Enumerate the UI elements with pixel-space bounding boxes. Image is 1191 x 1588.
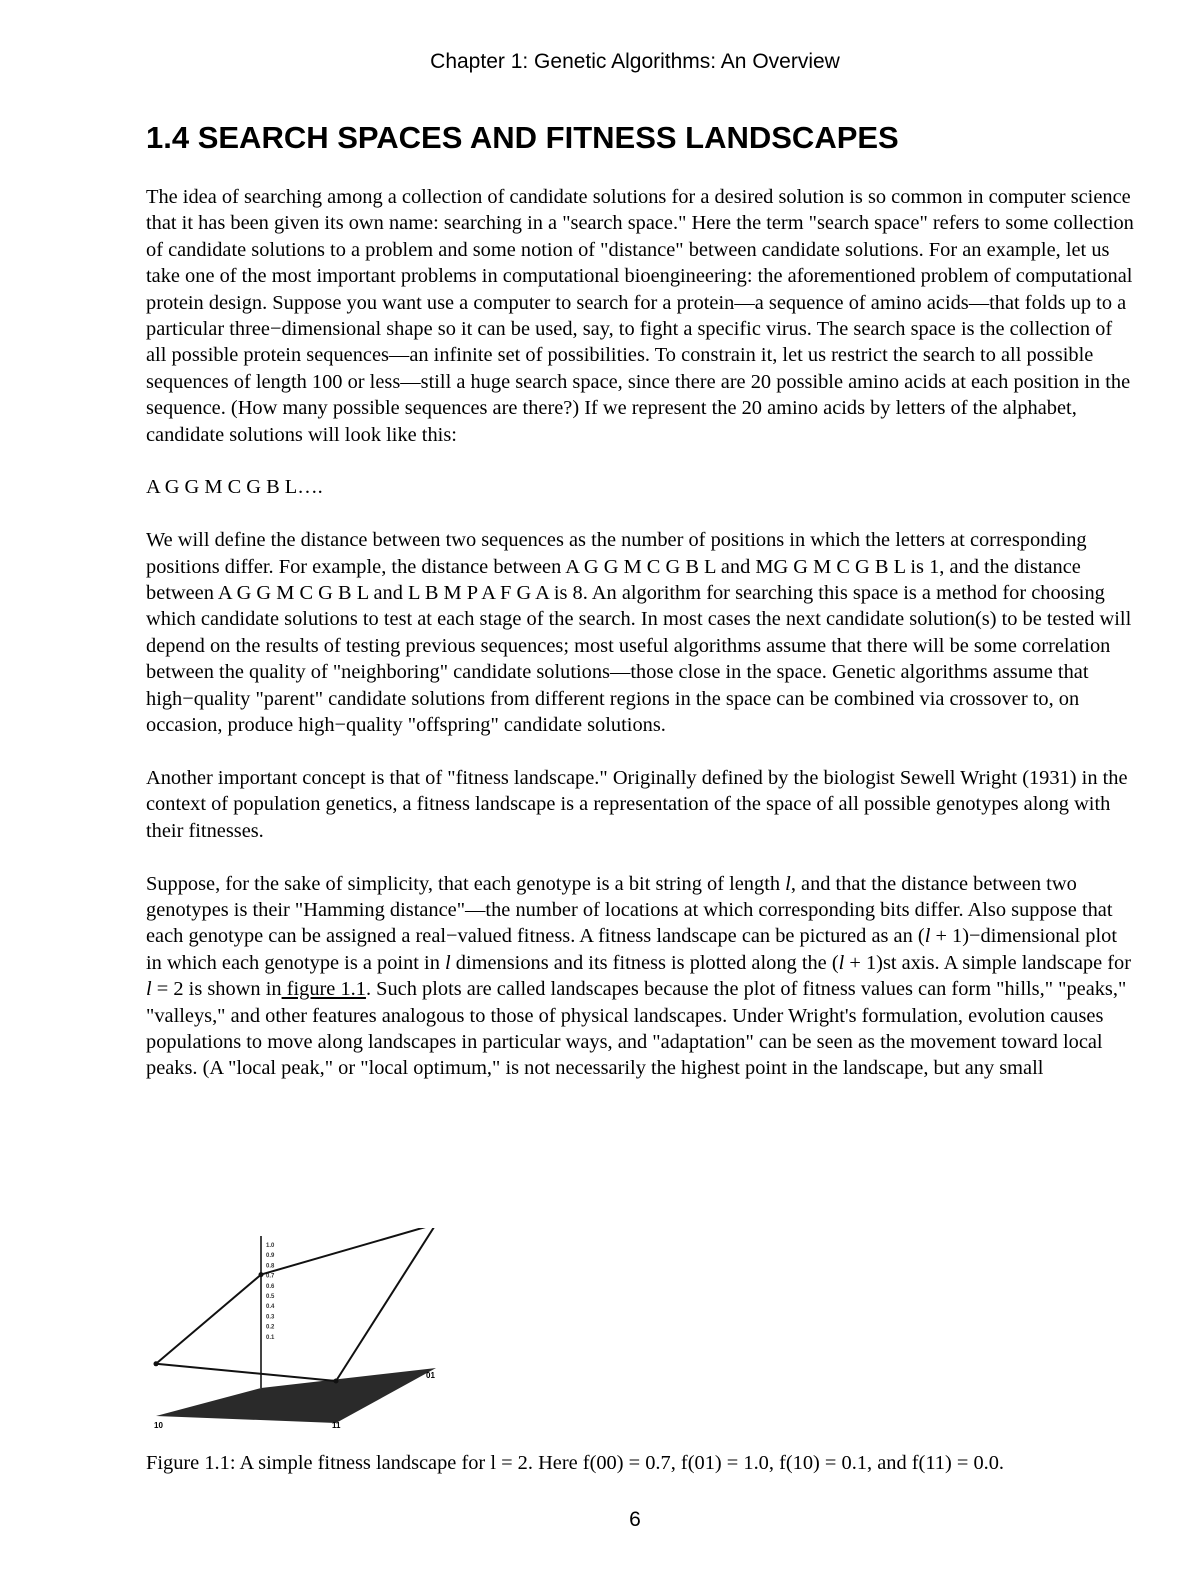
corner-label-10: 10 — [154, 1421, 163, 1428]
text-segment: dimensions and its fitness is plotted along the ( — [450, 951, 839, 974]
text-segment: Suppose, for the sake of simplicity, that each genotype is a bit string of length — [146, 872, 786, 895]
section-title: 1.4 SEARCH SPACES AND FITNESS LANDSCAPES — [146, 120, 899, 155]
text-segment: . Such plots are called landscapes because the plot of fitness values can form "hills," "peaks," "valleys," and other features analogous to those of physical landscapes. Under Wright's formulation, evolution causes populations to move along landscapes in particular ways, and "adaptation" can be seen as the movement toward local peaks. (A "local peak," or "local optimum," is not necessarily the highest point in the landscape, but any small — [146, 978, 1127, 1080]
text-segment: + 1)−dimensional plot in which each genotype is a point in — [146, 925, 1118, 974]
text-segment: + 1)st axis. A simple landscape for — [844, 951, 1132, 974]
variable-l: l — [924, 925, 931, 948]
page-number: 6 — [629, 1508, 641, 1531]
paragraph-1: The idea of searching among a collection of candidate solutions for a desired solution is so common in computer science that it has been given its own name: searching in a "search space." Here the term "search space" refers to some collection of candidate solutions to a problem and some notion of "distance" between candidate solutions. For an example, let us take one of the most important problems in computational bioengineering: the aforementioned problem of computational protein design. Suppose you want use a computer to search for a protein—a sequence of amino acids—that folds up to a particular three−dimensional shape so it can be used, say, to fight a specific virus. The search space is the collection of all possible protein sequences—an infinite set of possibilities. To constrain it, let us restrict the search to all possible sequences of length 100 or less—still a huge search space, since there are 20 possible amino acids at each position in the sequence. (How many possible sequences are there?) If we represent the 20 amino acids by letters of the alphabet, candidate solutions will look like this: — [146, 186, 1134, 446]
figure-link[interactable]: figure 1.1 — [281, 978, 366, 1001]
fitness-landscape-plot — [146, 1228, 466, 1428]
text-segment: , and that the distance between two genotypes is their "Hamming distance"—the number of locations at which corresponding bits differ. Also suppose that each genotype can be assigned a real−valued fitness. A fitness landscape can be pictured as an ( — [146, 872, 1113, 948]
variable-l: l — [146, 978, 152, 1001]
variable-l: l — [785, 872, 791, 895]
axis-tick-label: 0.8 — [266, 1263, 275, 1270]
axis-tick-label: 0.7 — [266, 1273, 275, 1280]
axis-tick-label: 0.3 — [266, 1314, 275, 1321]
variable-l: l — [838, 951, 845, 974]
paragraph-4: Another important concept is that of "fitness landscape." Originally defined by the biologist Sewell Wright (1931) in the context of population genetics, a fitness landscape is a representation of the space of all possible genotypes along with their fitnesses. — [146, 766, 1128, 842]
fitness-landscape-figure — [146, 1228, 466, 1428]
landscape-edge — [261, 1228, 436, 1275]
landscape-point-00 — [259, 1272, 264, 1277]
corner-label-11: 11 — [332, 1421, 341, 1428]
paragraph-3: We will define the distance between two sequences as the number of positions in which the letters at corresponding positions differ. For example, the distance between A G G M C G B L and MG G M C G B L is 1, and the distance between A G G M C G B L and L B M P A F G A is 8. An algorithm for searching this space is a method for choosing which candidate solutions to test at each stage of the search. In most cases the next candidate solution(s) to be tested will depend on the results of testing previous sequences; most useful algorithms assume that there will be some correlation between the quality of "neighboring" candidate solutions—those close in the space. Genetic algorithms assume that high−quality "parent" candidate solutions from different regions in the space can be combined via crossover to, on occasion, produce high−quality "offspring" candidate solutions. — [146, 529, 1132, 737]
landscape-edge — [156, 1275, 261, 1364]
variable-l: l — [445, 951, 451, 974]
landscape-point-10 — [154, 1361, 159, 1366]
paragraph-5 — [146, 871, 1136, 1082]
axis-tick-label: 0.9 — [266, 1253, 275, 1260]
axis-tick-label: 0.5 — [266, 1294, 275, 1300]
landscape-point-11 — [334, 1379, 339, 1384]
axis-tick-label: 1.0 — [266, 1243, 275, 1249]
figure-caption: Figure 1.1: A simple fitness landscape for l = 2. Here f(00) = 0.7, f(01) = 1.0, f(10) = 0.1, and f(11) = 0.0. — [146, 1452, 1005, 1474]
corner-label-01: 01 — [426, 1371, 435, 1380]
axis-tick-label: 0.6 — [266, 1283, 275, 1290]
text-segment: = 2 is shown in — [151, 978, 282, 1001]
running-header: Chapter 1: Genetic Algorithms: An Overview — [430, 50, 840, 73]
landscape-edge — [336, 1228, 436, 1381]
axis-tick-label: 0.2 — [266, 1324, 275, 1331]
axis-tick-label: 0.4 — [266, 1304, 275, 1311]
landscape-edge — [156, 1364, 336, 1381]
axis-tick-label: 0.1 — [266, 1334, 275, 1341]
body-text — [146, 184, 1136, 1108]
sequence-example: A G G M C G B L…. — [146, 476, 323, 499]
